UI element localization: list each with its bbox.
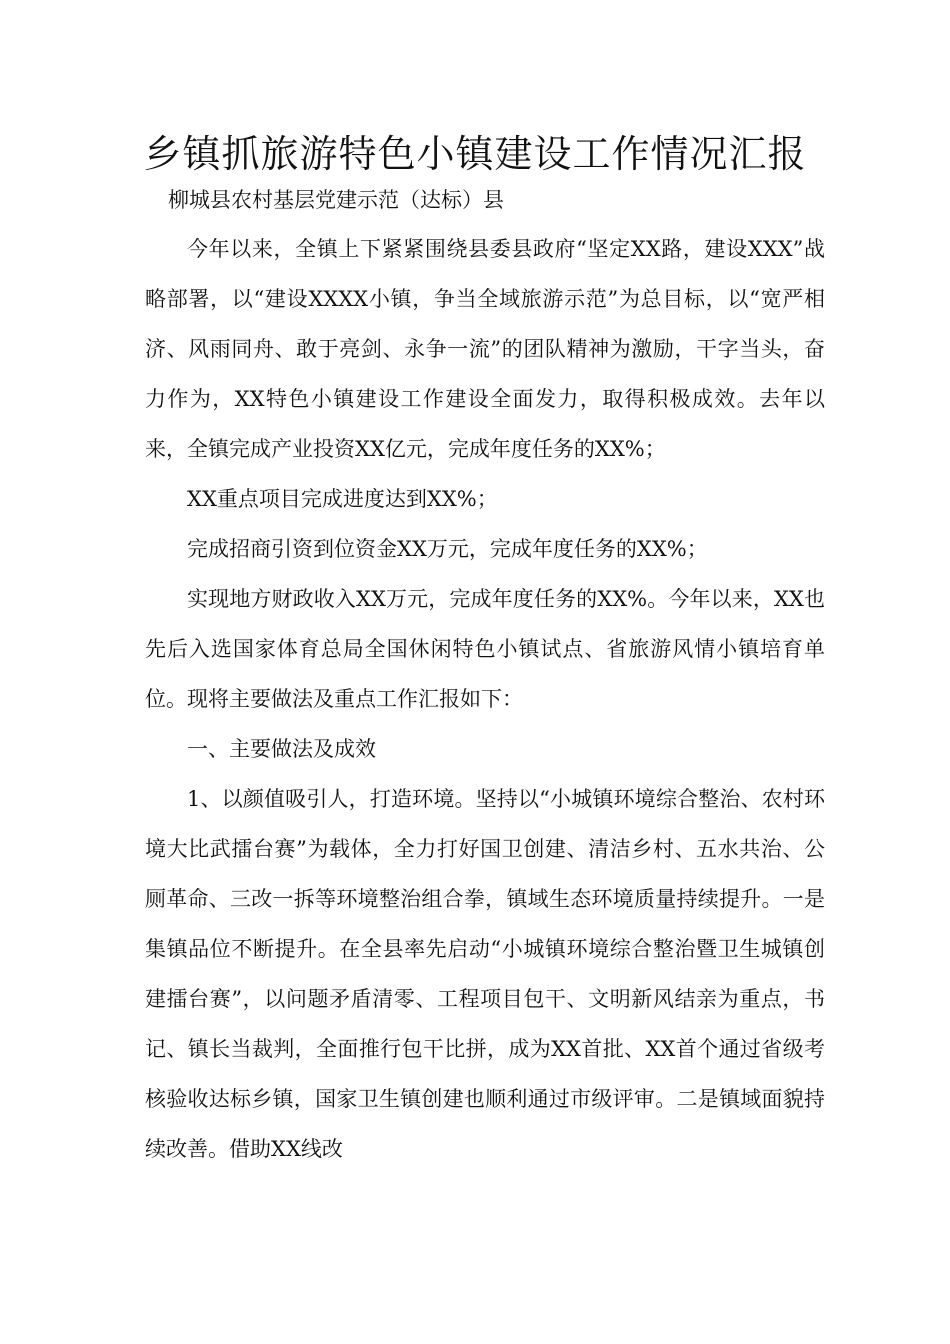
document-title: 乡镇抓旅游特色小镇建设工作情况汇报 <box>143 132 807 176</box>
document-subtitle: 柳城县农村基层党建示范（达标）县 <box>168 188 504 212</box>
body-paragraph: 1、以颜值吸引人，打造环境。坚持以“小城镇环境综合整治、农村环境大比武擂台赛”为载体，全力打好国卫创建、清洁乡村、五水共治、公厕革命、三改一拆等环境整治组合拳，镇域生态环境质量持续提升。一是集镇品位不断提升。在全县率先启动“小城镇环境综合整治暨卫生城镇创建擂台赛”，以问题矛盾清零、工程项目包干、文明新风结亲为重点，书记、镇长当裁判，全面推行包干比拼，成为XX首批、XX首个通过省级考核验收达标乡镇，国家卫生镇创建也顺利通过市级评审。二是镇域面貌持续改善。借助XX线改 <box>145 787 825 1161</box>
body-paragraph: 完成招商引资到位资金XX万元，完成年度任务的XX%； <box>187 537 708 561</box>
body-paragraph: 今年以来，全镇上下紧紧围绕县委县政府“坚定XX路，建设XXX”战略部署，以“建设XXXX小镇，争当全域旅游示范”为总目标，以“宽严相济、风雨同舟、敢于亮剑、永争一流”的团队精神为激励，干字当头，奋力作为，XX特色小镇建设工作建设全面发力，取得积极成效。去年以来，全镇完成产业投资XX亿元，完成年度任务的XX%； <box>145 237 825 461</box>
body-paragraph: 实现地方财政收入XX万元，完成年度任务的XX%。今年以来，XX也先后入选国家体育总局全国休闲特色小镇试点、省旅游风情小镇培育单位。现将主要做法及重点工作汇报如下： <box>145 587 825 711</box>
document-body <box>145 224 825 1174</box>
body-paragraph: XX重点项目完成进度达到XX%； <box>187 487 498 511</box>
section-heading: 一、主要做法及成效 <box>187 737 376 761</box>
